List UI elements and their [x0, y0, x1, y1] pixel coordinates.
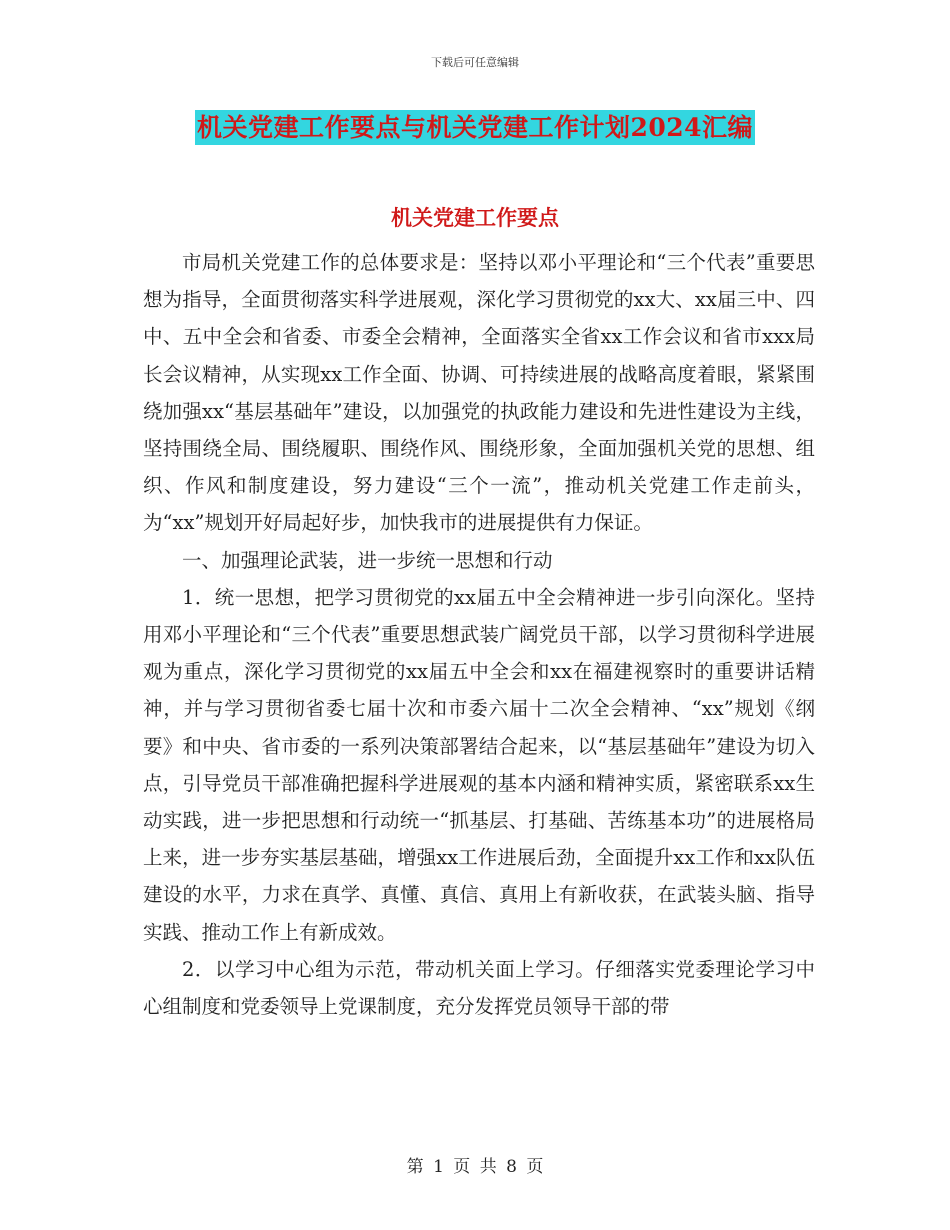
document-title — [0, 108, 950, 144]
paragraph-item-2: 2．以学习中心组为示范，带动机关面上学习。仔细落实党委理论学习中心组制度和党委领导上党课制度，充分发挥党员领导干部的带 — [143, 957, 815, 1019]
section-title: 机关党建工作要点 — [391, 205, 559, 230]
document-body — [143, 244, 815, 1025]
paragraph-intro: 市局机关党建工作的总体要求是：坚持以邓小平理论和“三个代表”重要思想为指导，全面贯彻落实科学进展观，深化学习贯彻党的xx大、xx届三中、四中、五中全会和省委、市委全会精神，全面落实全省xx工作会议和省市xxx局长会议精神，从实现xx工作全面、协调、可持续进展的战略高度着眼，紧紧围绕加强xx“基层基础年”建设，以加强党的执政能力建设和先进性建设为主线，坚持围绕全局、围绕履职、围绕作风、围绕形象，全面加强机关党的思想、组织、作风和制度建设，努力建设“三个一流”，推动机关党建工作走前头，为“xx”规划开好局起好步，加快我市的进展提供有力保证。 — [143, 251, 815, 535]
document-title-text: 机关党建工作要点与机关党建工作计划2024汇编 — [195, 110, 755, 145]
paragraph-item-1: 1．统一思想，把学习贯彻党的xx届五中全会精神进一步引向深化。坚持用邓小平理论和“三个代表”重要思想武装广阔党员干部，以学习贯彻科学进展观为重点，深化学习贯彻党的xx届五中全会和xx在福建视察时的重要讲话精神，并与学习贯彻省委七届十次和市委六届十二次全会精神、“xx”规划《纲要》和中央、省市委的一系列决策部署结合起来，以“基层基础年”建设为切入点，引导党员干部准确把握科学进展观的基本内涵和精神实质，紧密联系xx生动实践，进一步把思想和行动统一“抓基层、打基础、苦练基本功”的进展格局上来，进一步夯实基层基础，增强xx工作进展后劲，全面提升xx工作和xx队伍建设的水平，力求在真学、真懂、真信、真用上有新收获，在武装头脑、指导实践、推动工作上有新成效。 — [143, 585, 815, 944]
header-note: 下载后可任意编辑 — [431, 56, 519, 69]
paragraph-heading-1: 一、加强理论武装，进一步统一思想和行动 — [182, 548, 553, 572]
page-footer: 第 1 页 共 8 页 — [406, 1157, 544, 1177]
